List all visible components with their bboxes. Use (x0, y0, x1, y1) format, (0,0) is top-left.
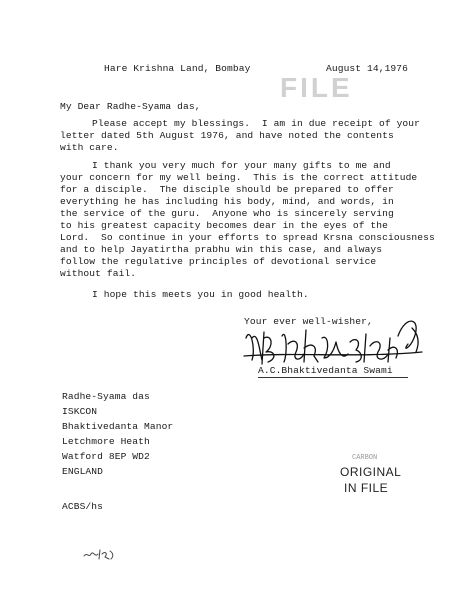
paragraph-line: your concern for my well being. This is the correct attitude (60, 172, 418, 183)
paragraph-line: Please accept my blessings. I am in due receipt of your (92, 118, 421, 129)
handwritten-mark (82, 546, 116, 562)
paragraph-line: to his greatest capacity becomes dear in the eyes of the (60, 220, 389, 231)
recipient-line: Radhe-Syama das (62, 391, 150, 402)
letter-date: August 14,1976 (326, 63, 409, 74)
paragraph-line: with care. (60, 142, 119, 153)
file-stamp: FILE (280, 72, 353, 103)
closing: Your ever well-wisher, (244, 316, 373, 327)
recipient-line: Bhaktivedanta Manor (62, 421, 174, 432)
paragraph-line: follow the regulative principles of devotional service (60, 256, 377, 267)
paragraph-line: for a disciple. The disciple should be prepared to offer (60, 184, 394, 195)
paragraph-line: everything he has including his body, mind, and words, in (60, 196, 394, 207)
original-stamp-line2: IN FILE (344, 481, 389, 495)
paragraph-line: I thank you very much for your many gifts to me and (92, 160, 391, 171)
salutation: My Dear Radhe-Syama das, (60, 101, 201, 112)
letter-place: Hare Krishna Land, Bombay (104, 63, 251, 74)
paragraph-line: the service of the guru. Anyone who is sincerely serving (60, 208, 394, 219)
reference-initials: ACBS/hs (62, 501, 104, 512)
recipient-line: Watford 8EP WD2 (62, 451, 150, 462)
recipient-line: Letchmore Heath (62, 436, 150, 447)
paragraph-line: without fail. (60, 268, 137, 279)
original-stamp-line1: ORIGINAL (340, 465, 402, 479)
signature-rule (258, 377, 408, 378)
recipient-line: ISKCON (62, 406, 98, 417)
sender-name: A.C.Bhaktivedanta Swami (258, 365, 393, 376)
paragraph-line: I hope this meets you in good health. (92, 289, 309, 300)
paragraph-line: and to help Jayatirtha prabhu win this case, and always (60, 244, 383, 255)
carbon-stamp: CARBON (352, 454, 378, 462)
recipient-line: ENGLAND (62, 466, 104, 477)
paragraph-line: letter dated 5th August 1976, and have noted the contents (60, 130, 394, 141)
paragraph-line: Lord. So continue in your efforts to spread Krsna consciousness (60, 232, 435, 243)
